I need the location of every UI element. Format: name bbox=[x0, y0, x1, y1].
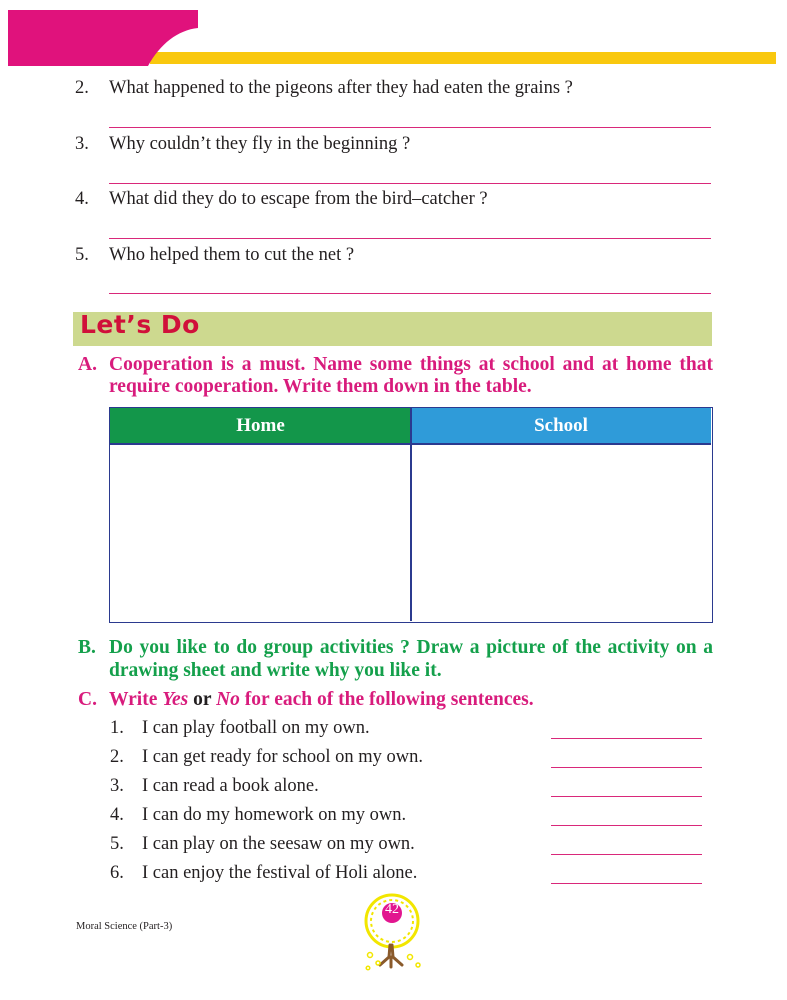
cooperation-table bbox=[109, 407, 713, 623]
sentence-number: 5. bbox=[110, 834, 124, 854]
answer-line bbox=[551, 883, 702, 884]
sentence-number: 4. bbox=[110, 805, 124, 825]
answer-line bbox=[109, 183, 711, 184]
header-yellow-bar bbox=[150, 52, 776, 64]
question-number: 3. bbox=[75, 134, 89, 154]
table-header-home: Home bbox=[110, 408, 411, 443]
activity-c-label: C. bbox=[78, 689, 97, 710]
activity-c-instruction bbox=[109, 689, 534, 711]
sentence-text: I can do my homework on my own. bbox=[142, 805, 407, 825]
answer-line bbox=[109, 293, 711, 294]
question-number: 5. bbox=[75, 245, 89, 265]
answer-line bbox=[109, 238, 711, 239]
answer-line bbox=[551, 796, 702, 797]
question-text: Who helped them to cut the net ? bbox=[109, 245, 355, 265]
dot-icon bbox=[376, 961, 380, 965]
table-header-school: School bbox=[411, 408, 711, 443]
sentence-text: I can enjoy the festival of Holi alone. bbox=[142, 863, 418, 883]
activity-b-line1: Do you like to do group activities ? Draw a picture of the activity on a bbox=[109, 637, 713, 658]
activity-c-post: for each of the following sentences. bbox=[239, 689, 534, 710]
book-title-footer: Moral Science (Part-3) bbox=[76, 921, 173, 932]
sentence-number: 1. bbox=[110, 718, 124, 738]
table-column-divider bbox=[410, 408, 412, 621]
sentence-number: 3. bbox=[110, 776, 124, 796]
sentence-text: I can play on the seesaw on my own. bbox=[142, 834, 415, 854]
sentence-text: I can get ready for school on my own. bbox=[142, 747, 424, 767]
activity-b-label: B. bbox=[78, 637, 96, 658]
question-number: 2. bbox=[75, 78, 89, 98]
section-title: Let’s Do bbox=[80, 310, 200, 339]
dot-icon bbox=[366, 966, 370, 970]
question-text: What happened to the pigeons after they had eaten the grains ? bbox=[109, 78, 573, 98]
question-text: What did they do to escape from the bird–catcher ? bbox=[109, 189, 488, 209]
question-text: Why couldn’t they fly in the beginning ? bbox=[109, 134, 411, 154]
dot-icon bbox=[416, 963, 420, 967]
activity-c-no: No bbox=[216, 689, 240, 710]
answer-line bbox=[551, 825, 702, 826]
dot-icon bbox=[368, 953, 373, 958]
answer-line bbox=[551, 738, 702, 739]
activity-c-mid: or bbox=[188, 689, 217, 710]
answer-line bbox=[551, 767, 702, 768]
answer-line bbox=[109, 127, 711, 128]
activity-b-line2: drawing sheet and write why you like it. bbox=[109, 660, 442, 681]
question-number: 4. bbox=[75, 189, 89, 209]
activity-a-line1: Cooperation is a must. Name some things at school and at home that bbox=[109, 354, 713, 375]
sentence-text: I can read a book alone. bbox=[142, 776, 319, 796]
page-number: 42 bbox=[385, 902, 399, 917]
header-decoration bbox=[0, 0, 787, 70]
activity-a-line2: require cooperation. Write them down in the table. bbox=[109, 376, 532, 397]
activity-c-yes: Yes bbox=[162, 689, 189, 710]
answer-line bbox=[551, 854, 702, 855]
dot-icon bbox=[408, 955, 413, 960]
sentence-number: 6. bbox=[110, 863, 124, 883]
tree-trunk-icon bbox=[380, 945, 402, 967]
sentence-text: I can play football on my own. bbox=[142, 718, 370, 738]
activity-c-pre: Write bbox=[109, 689, 163, 710]
sentence-number: 2. bbox=[110, 747, 124, 767]
activity-a-label: A. bbox=[78, 354, 97, 375]
